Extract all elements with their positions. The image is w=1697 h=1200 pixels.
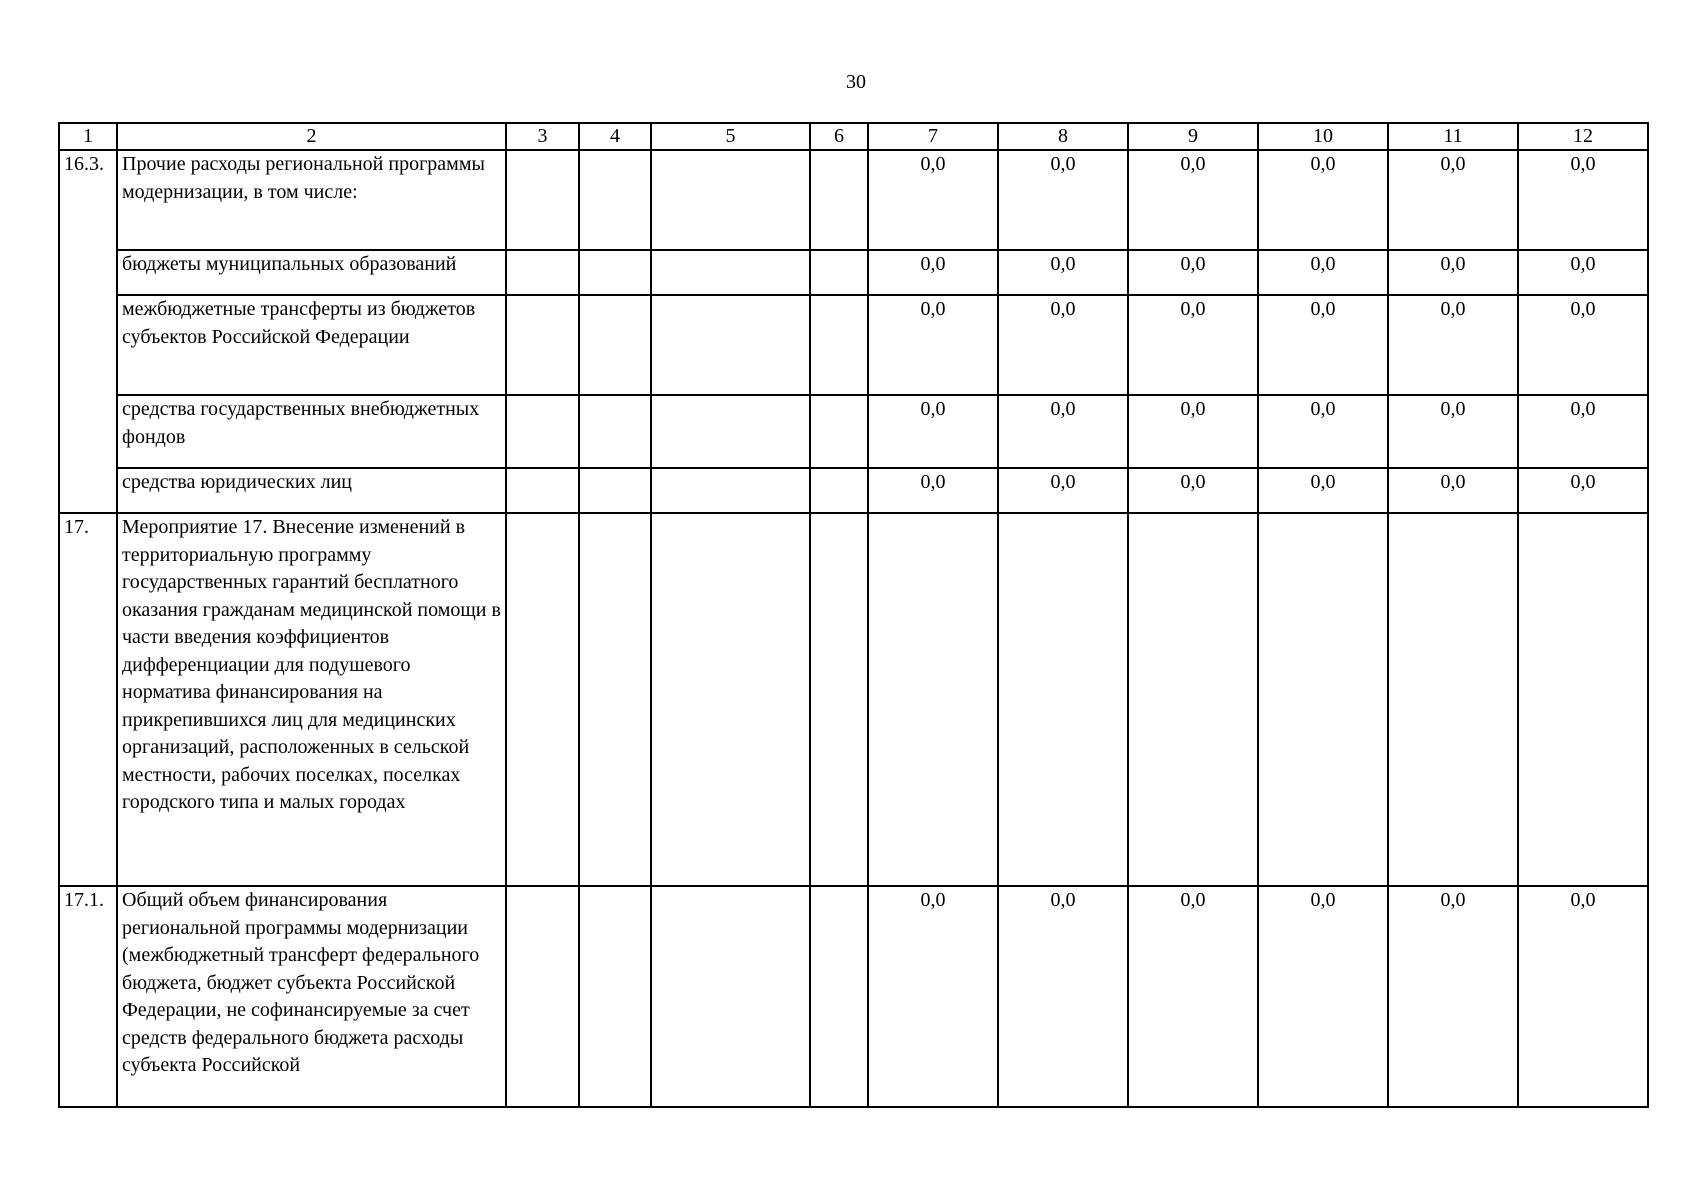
empty-cell bbox=[506, 513, 579, 886]
value-cell: 0,0 bbox=[1518, 886, 1648, 1107]
empty-cell bbox=[810, 513, 868, 886]
value-cell: 0,0 bbox=[1388, 395, 1518, 468]
value-cell: 0,0 bbox=[1258, 395, 1388, 468]
column-header: 3 bbox=[506, 123, 579, 150]
page-number: 30 bbox=[846, 71, 866, 93]
empty-cell bbox=[651, 886, 810, 1107]
column-header: 11 bbox=[1388, 123, 1518, 150]
row-description: средства юридических лиц bbox=[117, 468, 506, 513]
financing-table bbox=[58, 122, 1649, 1108]
value-cell: 0,0 bbox=[1128, 395, 1258, 468]
value-cell: 0,0 bbox=[998, 250, 1128, 295]
table-row bbox=[59, 468, 1648, 513]
value-cell: 0,0 bbox=[1128, 468, 1258, 513]
value-cell: 0,0 bbox=[868, 886, 998, 1107]
column-header: 9 bbox=[1128, 123, 1258, 150]
table-row bbox=[59, 295, 1648, 395]
value-cell: 0,0 bbox=[1388, 150, 1518, 250]
empty-cell bbox=[579, 395, 651, 468]
empty-cell bbox=[506, 468, 579, 513]
value-cell: 0,0 bbox=[1128, 250, 1258, 295]
empty-cell bbox=[868, 513, 998, 886]
value-cell: 0,0 bbox=[1518, 295, 1648, 395]
value-cell: 0,0 bbox=[1518, 468, 1648, 513]
empty-cell bbox=[579, 513, 651, 886]
row-description: Общий объем финансирования региональной программы модернизации (межбюджетный трансферт федерального бюджета, бюджет субъекта Российской Федерации, не софинансируемые за счет средств федерального бюджета расходы субъекта Российской bbox=[117, 886, 506, 1107]
value-cell: 0,0 bbox=[1518, 395, 1648, 468]
empty-cell bbox=[579, 886, 651, 1107]
empty-cell bbox=[506, 295, 579, 395]
empty-cell bbox=[651, 395, 810, 468]
row-number: 17.1. bbox=[59, 886, 117, 1107]
row-description: межбюджетные трансферты из бюджетов субъектов Российской Федерации bbox=[117, 295, 506, 395]
column-header: 10 bbox=[1258, 123, 1388, 150]
empty-cell bbox=[810, 468, 868, 513]
value-cell: 0,0 bbox=[1258, 150, 1388, 250]
column-header: 6 bbox=[810, 123, 868, 150]
value-cell: 0,0 bbox=[1518, 150, 1648, 250]
empty-cell bbox=[651, 250, 810, 295]
table-row bbox=[59, 513, 1648, 886]
empty-cell bbox=[810, 150, 868, 250]
value-cell: 0,0 bbox=[1388, 250, 1518, 295]
column-number-header-row bbox=[59, 123, 1648, 150]
table-row bbox=[59, 150, 1648, 250]
column-header: 8 bbox=[998, 123, 1128, 150]
value-cell: 0,0 bbox=[868, 395, 998, 468]
column-header: 7 bbox=[868, 123, 998, 150]
value-cell: 0,0 bbox=[1128, 295, 1258, 395]
empty-cell bbox=[579, 468, 651, 513]
value-cell: 0,0 bbox=[1258, 468, 1388, 513]
value-cell: 0,0 bbox=[1388, 295, 1518, 395]
value-cell: 0,0 bbox=[868, 295, 998, 395]
row-description: Прочие расходы региональной программы модернизации, в том числе: bbox=[117, 150, 506, 250]
table-row bbox=[59, 395, 1648, 468]
empty-cell bbox=[651, 468, 810, 513]
table-row bbox=[59, 250, 1648, 295]
empty-cell bbox=[810, 250, 868, 295]
value-cell: 0,0 bbox=[998, 295, 1128, 395]
value-cell: 0,0 bbox=[868, 150, 998, 250]
value-cell: 0,0 bbox=[998, 468, 1128, 513]
row-number: 16.3. bbox=[59, 150, 117, 513]
value-cell: 0,0 bbox=[1518, 250, 1648, 295]
empty-cell bbox=[579, 150, 651, 250]
value-cell: 0,0 bbox=[1258, 886, 1388, 1107]
value-cell: 0,0 bbox=[998, 150, 1128, 250]
value-cell: 0,0 bbox=[1258, 250, 1388, 295]
empty-cell bbox=[506, 150, 579, 250]
empty-cell bbox=[579, 295, 651, 395]
empty-cell bbox=[506, 250, 579, 295]
empty-cell bbox=[998, 513, 1128, 886]
value-cell: 0,0 bbox=[998, 886, 1128, 1107]
empty-cell bbox=[1128, 513, 1258, 886]
column-header: 4 bbox=[579, 123, 651, 150]
value-cell: 0,0 bbox=[1388, 886, 1518, 1107]
empty-cell bbox=[651, 295, 810, 395]
row-number: 17. bbox=[59, 513, 117, 886]
empty-cell bbox=[810, 886, 868, 1107]
empty-cell bbox=[651, 513, 810, 886]
empty-cell bbox=[1518, 513, 1648, 886]
empty-cell bbox=[810, 295, 868, 395]
table-row bbox=[59, 886, 1648, 1107]
empty-cell bbox=[579, 250, 651, 295]
value-cell: 0,0 bbox=[868, 250, 998, 295]
row-description: средства государственных внебюджетных фондов bbox=[117, 395, 506, 468]
empty-cell bbox=[1388, 513, 1518, 886]
empty-cell bbox=[810, 395, 868, 468]
value-cell: 0,0 bbox=[1128, 150, 1258, 250]
column-header: 2 bbox=[117, 123, 506, 150]
column-header: 1 bbox=[59, 123, 117, 150]
value-cell: 0,0 bbox=[1128, 886, 1258, 1107]
empty-cell bbox=[506, 886, 579, 1107]
value-cell: 0,0 bbox=[1258, 295, 1388, 395]
column-header: 12 bbox=[1518, 123, 1648, 150]
empty-cell bbox=[506, 395, 579, 468]
value-cell: 0,0 bbox=[1388, 468, 1518, 513]
value-cell: 0,0 bbox=[998, 395, 1128, 468]
row-description: бюджеты муниципальных образований bbox=[117, 250, 506, 295]
column-header: 5 bbox=[651, 123, 810, 150]
value-cell: 0,0 bbox=[868, 468, 998, 513]
empty-cell bbox=[651, 150, 810, 250]
empty-cell bbox=[1258, 513, 1388, 886]
row-description: Мероприятие 17. Внесение изменений в территориальную программу государственных гарантий бесплатного оказания гражданам медицинской помощи в части введения коэффициентов дифференциации для подушевого норматива финансирования на прикрепившихся лиц для медицинских организаций, расположенных в сельской местности, рабочих поселках, поселках городского типа и малых городах bbox=[117, 513, 506, 886]
